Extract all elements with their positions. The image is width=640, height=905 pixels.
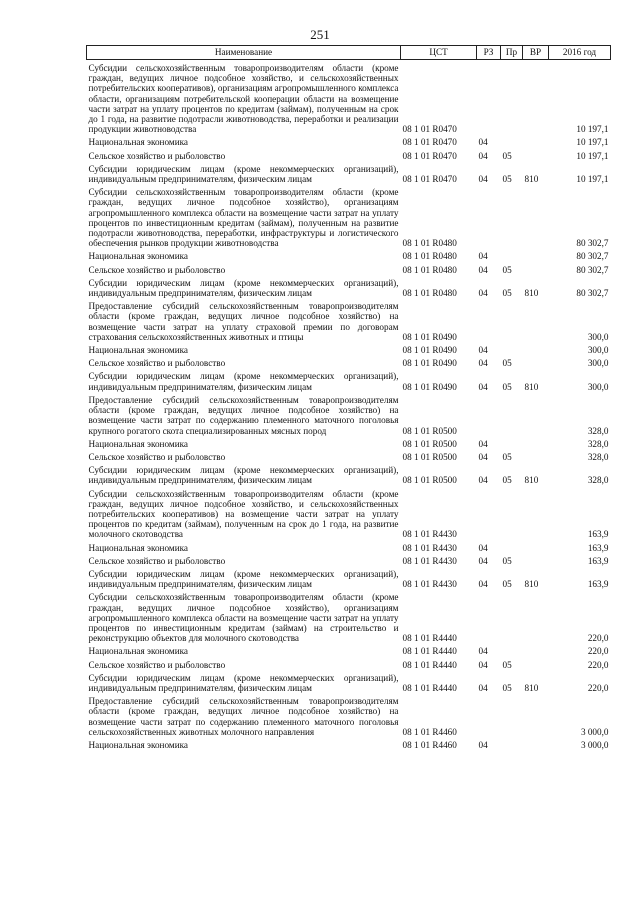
row-name-cell: Национальная экономика	[88, 646, 189, 657]
table-row	[87, 589, 611, 643]
row-cst-cell: 08 1 01 R0490	[402, 381, 457, 392]
row-pr-cell: 05	[502, 475, 512, 486]
row-rz-cell	[477, 392, 501, 436]
row-vr-cell: 810	[524, 475, 539, 486]
row-cst-cell: 08 1 01 R0480	[402, 288, 457, 299]
row-vr-cell	[523, 486, 549, 540]
row-pr-cell	[501, 693, 523, 737]
row-cst-cell: 08 1 01 R0480	[402, 238, 457, 249]
row-pr-cell	[501, 737, 523, 750]
row-rz-cell: 04	[478, 174, 488, 185]
table-row	[87, 161, 611, 184]
column-header-rz: РЗ	[477, 46, 501, 60]
table-row	[87, 540, 611, 553]
row-sum-cell: 163,9	[587, 529, 609, 540]
column-header-year: 2016 год	[549, 46, 611, 60]
row-sum-cell: 220,0	[587, 646, 609, 657]
row-vr-cell	[523, 342, 549, 355]
row-name-cell: Национальная экономика	[88, 542, 189, 553]
row-cst-cell: 08 1 01 R0500	[402, 451, 457, 462]
row-pr-cell	[501, 540, 523, 553]
row-sum-cell: 3 000,0	[580, 726, 609, 737]
row-vr-cell	[523, 589, 549, 643]
row-pr-cell	[501, 248, 523, 261]
row-name-cell: Субсидии юридическим лицам (кроме некоммерческих организаций), индивидуальным предпринимателям, физическим лицам	[88, 163, 399, 185]
table-row	[87, 693, 611, 737]
row-sum-cell: 328,0	[587, 451, 609, 462]
row-rz-cell: 04	[478, 451, 488, 462]
row-pr-cell: 05	[502, 358, 512, 369]
row-cst-cell: 08 1 01 R0500	[402, 438, 457, 449]
row-cst-cell: 08 1 01 R0500	[402, 475, 457, 486]
row-rz-cell	[477, 693, 501, 737]
row-name-cell: Сельское хозяйство и рыболовство	[88, 659, 226, 670]
row-name-cell: Предоставление субсидий сельскохозяйственным товаропроизводителям области (кроме граждан, ведущих личное подсобное хозяйство) на возмещение части затрат по содержанию племенного маточного поголовья сельскохозяйственных животных молочного направления	[88, 696, 399, 737]
row-sum-cell: 163,9	[587, 579, 609, 590]
row-vr-cell	[523, 298, 549, 342]
row-cst-cell: 08 1 01 R0500	[402, 425, 457, 436]
row-vr-cell	[523, 262, 549, 275]
row-sum-cell: 10 197,1	[576, 137, 609, 148]
row-name-cell: Национальная экономика	[88, 739, 189, 750]
table-row	[87, 342, 611, 355]
table-row	[87, 275, 611, 298]
row-sum-cell: 220,0	[587, 682, 609, 693]
row-sum-cell: 80 302,7	[576, 264, 609, 275]
row-name-cell: Субсидии юридическим лицам (кроме некоммерческих организаций), индивидуальным предпринимателям, физическим лицам	[88, 465, 399, 486]
row-vr-cell	[523, 436, 549, 449]
page-number: 251	[310, 27, 330, 42]
column-header-vr: ВР	[523, 46, 549, 60]
row-vr-cell	[523, 134, 549, 147]
row-rz-cell	[477, 589, 501, 643]
row-cst-cell: 08 1 01 R4460	[402, 739, 457, 750]
row-vr-cell	[523, 540, 549, 553]
row-vr-cell	[523, 737, 549, 750]
row-pr-cell	[501, 589, 523, 643]
row-pr-cell	[501, 486, 523, 540]
row-cst-cell: 08 1 01 R4440	[402, 682, 457, 693]
row-sum-cell: 80 302,7	[576, 288, 609, 299]
row-sum-cell: 163,9	[587, 555, 609, 566]
column-header-cst: ЦСТ	[401, 46, 477, 60]
row-name-cell: Субсидии сельскохозяйственным товаропроизводителям области (кроме граждан, ведущих личное подсобное хозяйство), организациям агропромышленного комплекса области на возмещение части затрат на уплату процентов по инвестиционным кредитам (займам), полученным на развитие подотрасли животноводства, переработки, инфраструктуры и логистического обеспечения рынков продукции животноводства	[88, 187, 399, 249]
column-header-pr: Пр	[501, 46, 523, 60]
row-name-cell: Сельское хозяйство и рыболовство	[88, 264, 226, 275]
row-rz-cell: 04	[478, 264, 488, 275]
row-name-cell: Субсидии юридическим лицам (кроме некоммерческих организаций), индивидуальным предпринимателям, физическим лицам	[88, 672, 399, 693]
row-pr-cell	[501, 134, 523, 147]
row-rz-cell: 04	[478, 475, 488, 486]
row-cst-cell: 08 1 01 R0480	[402, 251, 457, 262]
row-cst-cell: 08 1 01 R0470	[402, 174, 457, 185]
row-vr-cell	[523, 355, 549, 368]
table-row	[87, 449, 611, 462]
row-cst-cell: 08 1 01 R4440	[402, 646, 457, 657]
row-sum-cell: 80 302,7	[576, 251, 609, 262]
row-cst-cell: 08 1 01 R4430	[402, 579, 457, 590]
row-pr-cell: 05	[502, 451, 512, 462]
row-name-cell: Субсидии сельскохозяйственным товаропроизводителям области (кроме граждан, ведущих личное подсобное хозяйство, и сельскохозяйственных потребительских кооперативов) на возмещение части затрат на уплату процентов по кредитам (займам), полученным на срок до 1 года, на развитие молочного скотоводства	[88, 488, 399, 540]
row-sum-cell: 220,0	[587, 659, 609, 670]
row-rz-cell	[477, 184, 501, 248]
row-vr-cell	[523, 60, 549, 135]
row-sum-cell: 300,0	[587, 331, 609, 342]
table-row	[87, 298, 611, 342]
row-pr-cell	[501, 60, 523, 135]
table-row	[87, 670, 611, 693]
row-cst-cell: 08 1 01 R4440	[402, 659, 457, 670]
row-vr-cell	[523, 449, 549, 462]
row-cst-cell: 08 1 01 R4430	[402, 542, 457, 553]
row-rz-cell: 04	[478, 542, 488, 553]
table-row	[87, 737, 611, 750]
row-rz-cell: 04	[478, 251, 488, 262]
row-sum-cell: 328,0	[587, 475, 609, 486]
table-row	[87, 134, 611, 147]
row-vr-cell	[523, 392, 549, 436]
row-cst-cell: 08 1 01 R4430	[402, 555, 457, 566]
row-vr-cell	[523, 248, 549, 261]
row-name-cell: Предоставление субсидий сельскохозяйственным товаропроизводителям области (кроме граждан, ведущих личное подсобное хозяйство) на возмещение части затрат на уплату страховой премии по договорам страхования сельскохозяйственных животных и птицы	[88, 301, 399, 342]
row-vr-cell	[523, 693, 549, 737]
row-rz-cell: 04	[478, 288, 488, 299]
row-rz-cell: 04	[478, 438, 488, 449]
row-rz-cell	[477, 298, 501, 342]
row-pr-cell: 05	[502, 682, 512, 693]
row-vr-cell	[523, 184, 549, 248]
row-pr-cell	[501, 298, 523, 342]
row-cst-cell: 08 1 01 R0490	[402, 345, 457, 356]
table-header-row	[87, 46, 611, 60]
row-sum-cell: 10 197,1	[576, 124, 609, 135]
row-cst-cell: 08 1 01 R4460	[402, 726, 457, 737]
row-rz-cell: 04	[478, 659, 488, 670]
row-rz-cell: 04	[478, 579, 488, 590]
row-pr-cell: 05	[502, 555, 512, 566]
table-row	[87, 148, 611, 161]
row-rz-cell: 04	[478, 345, 488, 356]
row-pr-cell: 05	[502, 264, 512, 275]
row-rz-cell: 04	[478, 682, 488, 693]
row-name-cell: Субсидии юридическим лицам (кроме некоммерческих организаций), индивидуальным предпринимателям, физическим лицам	[88, 371, 399, 392]
row-rz-cell	[477, 60, 501, 135]
row-cst-cell: 08 1 01 R0490	[402, 358, 457, 369]
row-name-cell: Предоставление субсидий сельскохозяйственным товаропроизводителям области (кроме граждан, ведущих личное подсобное хозяйство) на возмещение части затрат по содержанию племенного маточного поголовья крупного рогатого скота специализированных мясных пород	[88, 394, 399, 436]
table-row	[87, 184, 611, 248]
row-pr-cell: 05	[502, 174, 512, 185]
row-sum-cell: 163,9	[587, 542, 609, 553]
row-name-cell: Сельское хозяйство и рыболовство	[88, 150, 226, 161]
table-row	[87, 262, 611, 275]
row-sum-cell: 328,0	[587, 425, 609, 436]
table-row	[87, 566, 611, 589]
table-body	[87, 60, 611, 751]
row-vr-cell	[523, 643, 549, 656]
row-name-cell: Субсидии сельскохозяйственным товаропроизводителям области (кроме граждан, ведущих личное подсобное хозяйство), организациям агропромышленного комплекса области на возмещение части затрат на уплату процентов по инвестиционным кредитам (займам) на строительство и реконструкцию объектов для молочного скотоводства	[88, 592, 399, 644]
row-vr-cell	[523, 657, 549, 670]
table-row	[87, 368, 611, 391]
table-row	[87, 248, 611, 261]
row-name-cell: Национальная экономика	[88, 345, 189, 356]
row-pr-cell	[501, 184, 523, 248]
row-pr-cell	[501, 643, 523, 656]
row-cst-cell: 08 1 01 R0470	[402, 150, 457, 161]
row-cst-cell: 08 1 01 R0480	[402, 264, 457, 275]
row-rz-cell: 04	[478, 555, 488, 566]
row-name-cell: Национальная экономика	[88, 251, 189, 262]
row-name-cell: Сельское хозяйство и рыболовство	[88, 358, 226, 369]
row-vr-cell: 810	[524, 682, 539, 693]
row-rz-cell: 04	[478, 646, 488, 657]
table-row	[87, 643, 611, 656]
table-row	[87, 486, 611, 540]
row-pr-cell: 05	[502, 288, 512, 299]
row-sum-cell: 220,0	[587, 633, 609, 644]
row-vr-cell: 810	[524, 381, 539, 392]
table-row	[87, 355, 611, 368]
row-cst-cell: 08 1 01 R4430	[402, 529, 457, 540]
budget-table	[86, 45, 611, 750]
row-sum-cell: 300,0	[587, 345, 609, 356]
row-cst-cell: 08 1 01 R0470	[402, 137, 457, 148]
table-row	[87, 553, 611, 566]
table-row	[87, 436, 611, 449]
row-sum-cell: 80 302,7	[576, 238, 609, 249]
row-name-cell: Национальная экономика	[88, 438, 189, 449]
row-sum-cell: 3 000,0	[580, 739, 609, 750]
row-rz-cell	[477, 486, 501, 540]
row-name-cell: Национальная экономика	[88, 137, 189, 148]
row-cst-cell: 08 1 01 R0490	[402, 331, 457, 342]
row-rz-cell: 04	[478, 739, 488, 750]
row-name-cell: Субсидии юридическим лицам (кроме некоммерческих организаций), индивидуальным предпринимателям, физическим лицам	[88, 277, 399, 299]
row-vr-cell: 810	[524, 288, 539, 299]
row-vr-cell	[523, 148, 549, 161]
row-cst-cell: 08 1 01 R4440	[402, 633, 457, 644]
row-rz-cell: 04	[478, 137, 488, 148]
row-rz-cell: 04	[478, 358, 488, 369]
row-name-cell: Сельское хозяйство и рыболовство	[88, 451, 226, 462]
row-rz-cell: 04	[478, 381, 488, 392]
row-pr-cell: 05	[502, 659, 512, 670]
row-pr-cell: 05	[502, 579, 512, 590]
table-row	[87, 462, 611, 485]
row-name-cell: Субсидии юридическим лицам (кроме некоммерческих организаций), индивидуальным предпринимателям, физическим лицам	[88, 568, 399, 590]
table-row	[87, 60, 611, 135]
row-name-cell: Субсидии сельскохозяйственным товаропроизводителям области (кроме граждан, ведущих личное подсобное хозяйство, и сельскохозяйственных потребительских кооперативов), организациям агропромышленного комплекса области, организациям потребительской кооперации области на возмещение части затрат на уплату процентов по кредитам (займам), полученным на срок до 1 года, на развитие подотрасли животноводства, переработки и реализации продукции животноводства	[88, 63, 399, 135]
row-vr-cell	[523, 553, 549, 566]
row-pr-cell	[501, 342, 523, 355]
table-row	[87, 657, 611, 670]
row-cst-cell: 08 1 01 R0470	[402, 124, 457, 135]
row-rz-cell: 04	[478, 150, 488, 161]
row-pr-cell	[501, 436, 523, 449]
row-vr-cell: 810	[524, 579, 539, 590]
row-pr-cell	[501, 392, 523, 436]
row-pr-cell: 05	[502, 381, 512, 392]
row-pr-cell: 05	[502, 150, 512, 161]
row-sum-cell: 328,0	[587, 438, 609, 449]
row-sum-cell: 10 197,1	[576, 174, 609, 185]
row-sum-cell: 300,0	[587, 358, 609, 369]
row-name-cell: Сельское хозяйство и рыболовство	[88, 555, 226, 566]
table-row	[87, 392, 611, 436]
row-sum-cell: 300,0	[587, 381, 609, 392]
row-sum-cell: 10 197,1	[576, 150, 609, 161]
row-vr-cell: 810	[524, 174, 539, 185]
column-header-name: Наименование	[87, 46, 401, 60]
